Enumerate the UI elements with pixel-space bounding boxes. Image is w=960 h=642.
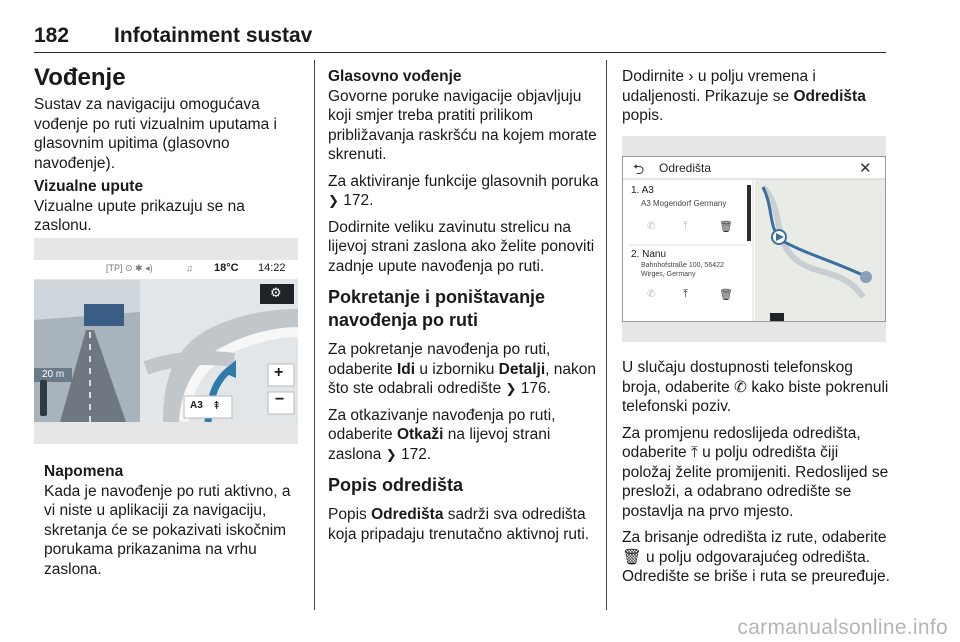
move-to-top-icon[interactable]: ⤒ <box>683 220 688 232</box>
trash-icon: 🗑 <box>622 548 642 566</box>
temperature: 18°C <box>214 262 239 274</box>
page-ref-icon: ❯ <box>505 381 517 396</box>
plus-icon: + <box>274 364 284 381</box>
trash-icon[interactable]: 🗑 <box>719 221 733 233</box>
chevron-right-icon: › <box>688 68 694 85</box>
music-icon: ♫ <box>186 263 193 273</box>
destinations-screenshot <box>622 136 886 342</box>
paragraph: Popis Odredišta sadrži sva odredišta koja pripadaju trenutačno aktivnoj ruti. <box>328 506 590 543</box>
section-heading: Vođenje <box>34 64 126 91</box>
navigation-screenshot <box>34 238 298 444</box>
note <box>44 462 304 586</box>
destination-pin-icon <box>860 271 872 283</box>
scrollbar[interactable] <box>747 185 751 241</box>
paragraph: U slučaju dostupnosti telefonskog broja, odaberite ✆ kako biste pokrenuli telefonski poziv. <box>622 359 889 415</box>
paragraph: Za pokretanje navođenja po ruti, odaberite Idi u izborniku Detalji, nakon što ste odabrali odredište ❯ 176. <box>328 341 596 397</box>
move-to-top-icon[interactable]: ⤒ <box>683 288 688 300</box>
destination-label: 2. Nanu <box>631 249 667 260</box>
close-icon[interactable]: ✕ <box>859 160 872 177</box>
navigation-map <box>34 260 298 422</box>
gear-icon: ⚙ <box>270 285 282 300</box>
watermark: carmanualsonline.info <box>737 616 948 639</box>
phone-icon[interactable]: ✆ <box>647 221 656 232</box>
page-title: Infotainment sustav <box>114 24 313 47</box>
destination-address: Wirges, Germany <box>641 271 696 278</box>
phone-icon: ✆ <box>734 378 748 396</box>
back-icon[interactable]: ⮌ <box>633 161 645 177</box>
subsection-heading: Glasovno vođenje <box>328 68 462 85</box>
column-divider <box>606 60 607 610</box>
subsection-heading: Vizualne upute <box>34 178 144 195</box>
note-text: Kada je navođenje po ruti aktivno, a vi niste u aplikaciji za navigaciju, skretanja će se pokazivati iskočnim porukama prikazanima na vrhu zaslona. <box>44 482 291 578</box>
paragraph: Za aktiviranje funkcije glasovnih poruka ❯ 172. <box>328 172 599 209</box>
road-sign <box>84 304 124 326</box>
page-ref-icon: ❯ <box>328 193 339 208</box>
column-3 <box>622 67 890 133</box>
distance-readout: 20 m <box>42 369 65 380</box>
screen-title: Odredišta <box>659 161 712 175</box>
destination-address: A3 Mogendorf Germany <box>641 199 727 208</box>
column-1 <box>34 64 304 243</box>
paragraph: Dodirnite › u polju vremena i udaljenosti. Prikazuje se Odredišta popis. <box>622 68 866 124</box>
destinations-map <box>623 157 885 321</box>
page-header <box>34 20 886 53</box>
column-3-continued <box>622 358 890 594</box>
road-shield <box>770 313 784 321</box>
paragraph: Za otkazivanje navođenja po ruti, odaberite Otkaži na lijevoj strani zaslona ❯ 172. <box>328 406 556 463</box>
column-2 <box>328 67 600 551</box>
paragraph: Za brisanje odredišta iz rute, odaberite 🗑 u polju odgovarajućeg odredišta. Odredište se briše i ruta se preuređuje. <box>622 529 890 585</box>
destination-address: Bahnhofstraße 100, 56422 <box>641 262 724 269</box>
tp-icon: [TP] ⊙ ✱ ◂) <box>106 263 153 273</box>
clock: 14:22 <box>258 262 286 274</box>
paragraph: Vizualne upute prikazuju se na zaslonu. <box>34 197 245 234</box>
trash-icon[interactable]: 🗑 <box>719 289 733 301</box>
page-ref-icon: ❯ <box>385 446 397 462</box>
section-heading: Popis odredišta <box>328 475 464 495</box>
paragraph: Dodirnite veliku zavinutu strelicu na lijevoj strani zaslona ako želite ponoviti zadnje upute navođenja po ruti. <box>328 218 595 275</box>
minus-icon: − <box>275 391 285 408</box>
section-heading: Pokretanje i poništavanje navođenja po ruti <box>328 287 546 330</box>
phone-icon[interactable]: ✆ <box>647 289 656 300</box>
paragraph: Govorne poruke navigacije objavljuju koji smjer treba pratiti prilikom približavanja raskršću na kojem morate skrenuti. <box>328 87 597 163</box>
page-number: 182 <box>34 24 70 47</box>
road-label: A3 <box>190 400 203 411</box>
column-divider <box>314 60 315 610</box>
distance-bar <box>40 380 47 416</box>
paragraph: Sustav za navigaciju omogućava vođenje po ruti vizualnim uputama i glasovnim upitima (glasovno navođenje). <box>34 96 277 172</box>
lane-icon: ⇞ <box>212 400 222 412</box>
destination-label: 1. A3 <box>631 185 654 196</box>
move-to-top-icon: ⤒ <box>690 444 698 461</box>
paragraph: Za promjenu redoslijeda odredišta, odaberite ⤒ u polju odredišta čiji položaj želite promijeniti. Redoslijed se presloži, a odabrano odredište se postavlja na prvo mjesto. <box>622 424 889 520</box>
note-title: Napomena <box>44 463 124 480</box>
